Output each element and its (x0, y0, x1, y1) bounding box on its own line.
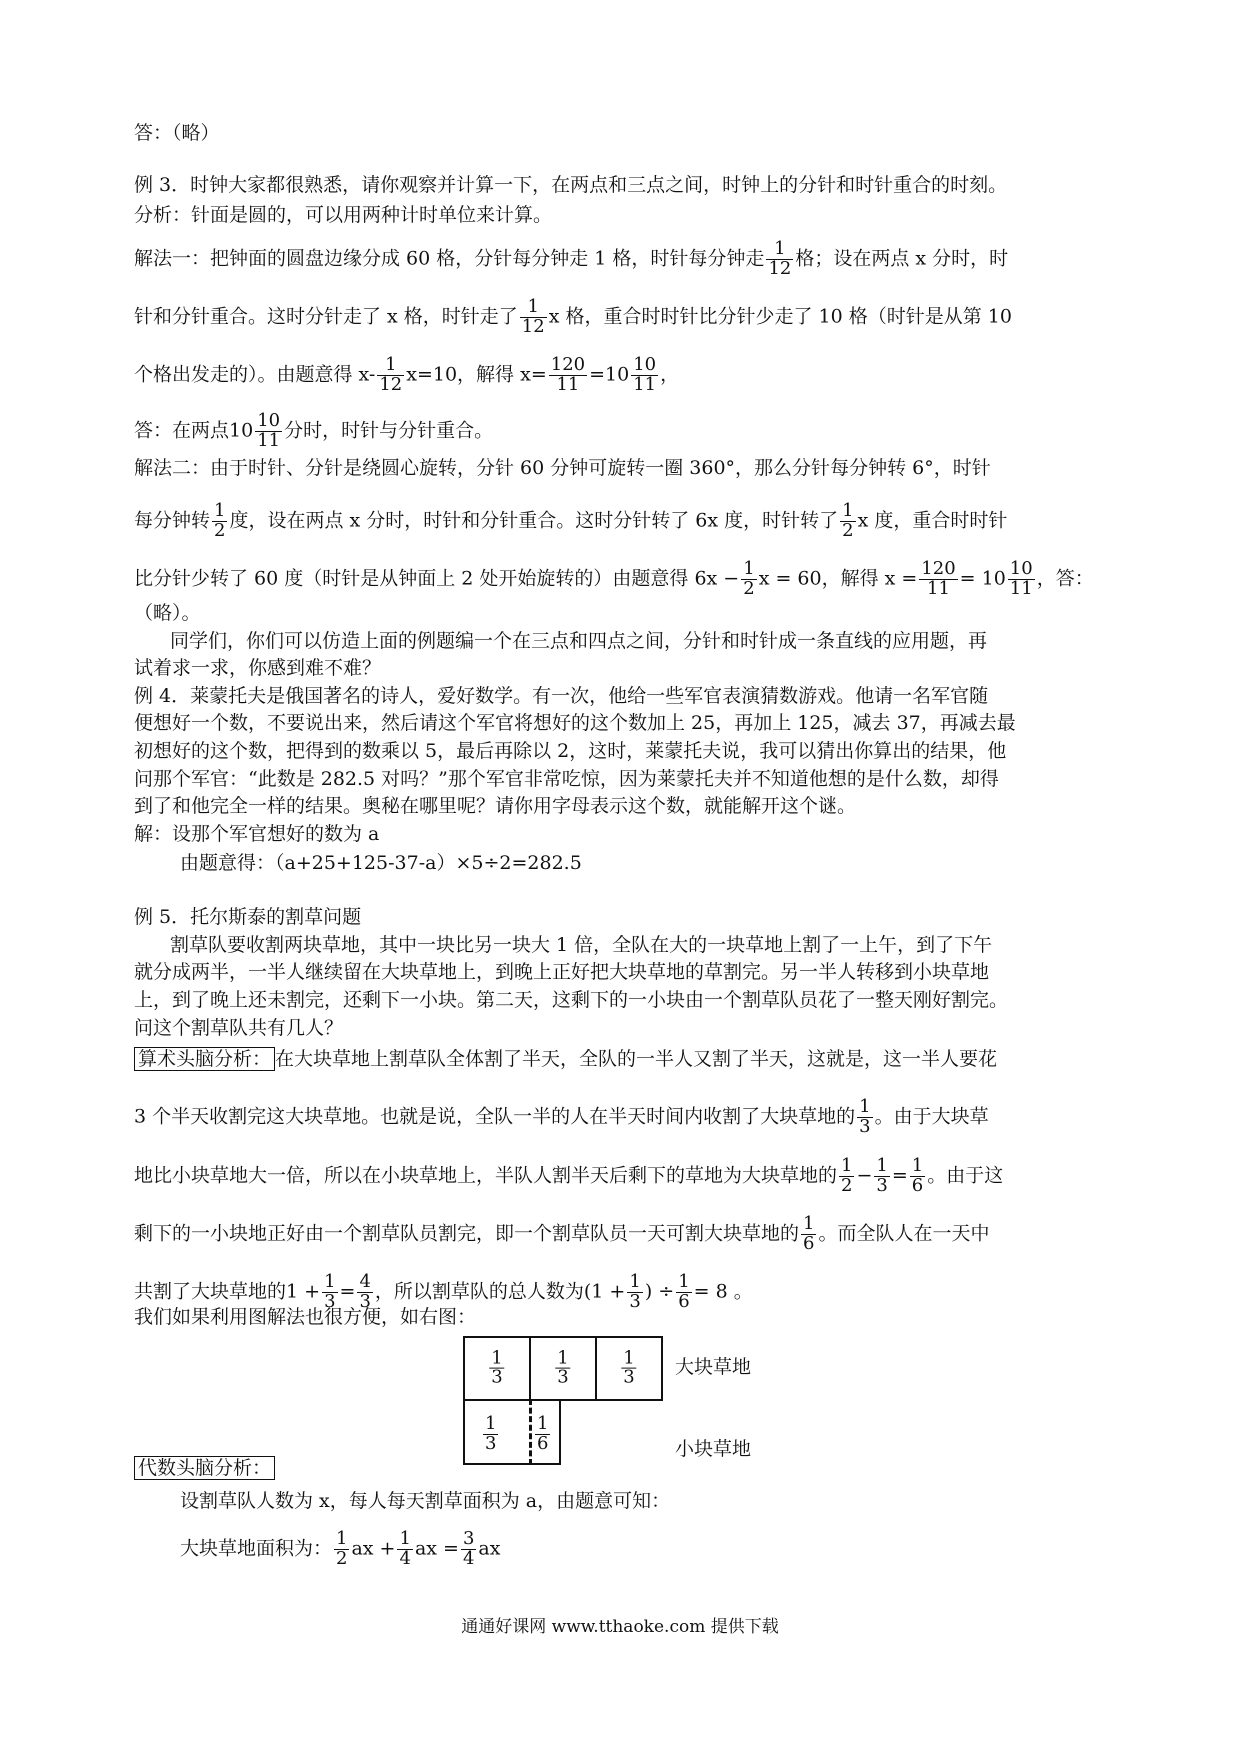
algebra-analysis-line-1: 设割草队人数为 x，每人每天割草面积为 a，由题意可知： (180, 1490, 671, 1512)
fraction-1-6: $\frac{1}{6}$ (678, 1271, 690, 1312)
small-field-dashed-divider (529, 1399, 532, 1465)
small-field-label: 小块草地 (675, 1438, 752, 1460)
example-5-line-3: 上，到了晚上还未割完，还剩下一小块。第二天，这剩下的一小块由一个割草队员花了一整天刚好割完。 (134, 989, 1009, 1011)
arithmetic-analysis-label: 算术头脑分析： (134, 1047, 275, 1071)
algebra-analysis-equation: 大块草地面积为： $\frac{1}{2}$ ax + $\frac{1}{4}$ ax = $\frac{3}{4}$ ax (180, 1528, 501, 1569)
fraction-1-6: $\frac{1}{6}$ (911, 1155, 924, 1196)
small-field-fraction-1-3: $\frac{1}{3}$ (485, 1413, 497, 1454)
example-4-line-3: 初想好的这个数，把得到的数乘以 5，最后再除以 2，这时，莱蒙托夫说，我可以猜出你算出的结果，他 (134, 740, 1007, 762)
fraction-1-3: $\frac{1}{3}$ (876, 1155, 888, 1196)
answer-omitted: 答：（略） (134, 122, 220, 144)
fraction-10-11: $\frac{10}{11}$ (633, 354, 657, 395)
arithmetic-analysis-line-5: 共割了大块草地的1 + $\frac{1}{3}$ = $\frac{4}{3}$ ，所以割草队的总人数为(1 + $\frac{1}{3}$ ) ÷ $\frac{1}{6}$ = 8 。 (134, 1271, 753, 1312)
method-one-line-3: 个格出发走的）。由题意得 x- $\frac{1}{12}$ x=10，解得 x= $\frac{120}{11}$ =10 $\frac{10}{11}$ ， (134, 354, 680, 395)
big-field-cell-3: $\frac{1}{3}$ (595, 1336, 663, 1401)
big-field-label: 大块草地 (675, 1356, 752, 1378)
big-field-cell-1: $\frac{1}{3}$ (463, 1336, 531, 1401)
arithmetic-analysis-line-1: 算术头脑分析： 在大块草地上割草队全体割了半天，全队的一半人又割了半天，这就是，这一半人要花 (134, 1046, 997, 1072)
exercise-prompt-2: 试着求一求，你感到难不难？ (134, 657, 382, 679)
arithmetic-analysis-line-2: 3 个半天收割完这大块草地。也就是说，全队一半的人在半天时间内收割了大块草地的 $\frac{1}{3}$ 。由于大块草 (134, 1096, 989, 1137)
fraction-10-11: $\frac{10}{11}$ (1009, 558, 1033, 599)
method-one-line-1: 解法一：把钟面的圆盘边缘分成 60 格，分针每分钟走 1 格，时针每分钟走 $\frac{1}{12}$ 格；设在两点 x 分时，时 (134, 238, 1009, 279)
fraction-1-3: $\frac{1}{3}$ (629, 1271, 641, 1312)
fraction-1-2: $\frac{1}{2}$ (743, 558, 755, 599)
arithmetic-analysis-line-4: 剩下的一小块地正好由一个割草队员割完，即一个割草队员一天可割大块草地的 $\frac{1}{6}$ 。而全队人在一天中 (134, 1213, 990, 1254)
fraction-1-2: $\frac{1}{2}$ (841, 1155, 853, 1196)
method-two-answer: （略）。 (134, 602, 201, 624)
method-one-line-2: 针和分针重合。这时分针走了 x 格，时针走了 $\frac{1}{12}$ x 格，重合时时针比分针少走了 10 格（时针是从第 10 (134, 296, 1012, 337)
algebra-analysis-label: 代数头脑分析： (134, 1455, 275, 1481)
fraction-120-11: $\frac{120}{11}$ (550, 354, 586, 395)
fraction-10-11: $\frac{10}{11}$ (257, 410, 281, 451)
example-3-title: 例 3．时钟大家都很熟悉，请你观察并计算一下，在两点和三点之间，时钟上的分针和时针重合的时刻。 (134, 174, 1008, 196)
page-footer: 通通好课网 www.tthaoke.com 提供下载 (461, 1617, 779, 1637)
fraction-1-12: $\frac{1}{12}$ (521, 296, 545, 337)
fraction-1-3: $\frac{1}{3}$ (324, 1271, 336, 1312)
example-4-line-2: 便想好一个数，不要说出来，然后请这个军官将想好的这个数加上 25，再加上 125，减去 37，再减去最 (134, 712, 1016, 734)
fraction-120-11: $\frac{120}{11}$ (921, 558, 956, 599)
method-two-line-2: 每分钟转 $\frac{1}{2}$ 度，设在两点 x 分时，时针和分针重合。这时分针转了 6x 度，时针转了 $\frac{1}{2}$ x 度，重合时时针 (134, 500, 1008, 541)
example-4-line-4: 问那个军官：“此数是 282.5 对吗？”那个军官非常吃惊，因为莱蒙托夫并不知道他想的是什么数，却得 (134, 768, 999, 790)
example-4-line-5: 到了和他完全一样的结果。奥秘在哪里呢？请你用字母表示这个数，就能解开这个谜。 (134, 795, 857, 817)
fraction-4-3: $\frac{4}{3}$ (359, 1271, 371, 1312)
method-one-answer: 答：在两点10 $\frac{10}{11}$ 分时，时针与分针重合。 (134, 410, 494, 451)
big-field-cell-2: $\frac{1}{3}$ (529, 1336, 597, 1401)
analysis-line: 分析：针面是圆的，可以用两种计时单位来计算。 (134, 204, 553, 226)
small-field-fraction-1-6: $\frac{1}{6}$ (537, 1413, 549, 1454)
fraction-1-12: $\frac{1}{12}$ (379, 354, 403, 395)
arithmetic-analysis-line-3: 地比小块草地大一倍，所以在小块草地上，半队人割半天后剩下的草地为大块草地的 $\frac{1}{2}$ − $\frac{1}{3}$ = $\frac{1}{6}$ 。由于这 (134, 1155, 1004, 1196)
example-4-equation: 由题意得：（a+25+125-37-a）×5÷2=282.5 (180, 852, 582, 874)
method-two-line-3: 比分针少转了 60 度（时针是从钟面上 2 处开始旋转的）由题意得 6x − $\frac{1}{2}$ x = 60，解得 x = $\frac{120}{11}$ = 10 $\frac{10}{11}$ ，答： (134, 558, 1094, 599)
example-5-title: 例 5．托尔斯泰的割草问题 (134, 906, 362, 928)
exercise-prompt-1: 同学们，你们可以仿造上面的例题编一个在三点和四点之间，分针和时针成一条直线的应用题，再 (170, 630, 988, 652)
fraction-1-2: $\frac{1}{2}$ (214, 500, 226, 541)
method-two-line-1: 解法二：由于时针、分针是绕圆心旋转，分针 60 分钟可旋转一圈 360°，那么分针每分钟转 6°，时针 (134, 457, 991, 479)
fraction-1-12: $\frac{1}{12}$ (768, 238, 792, 279)
fraction-1-2: $\frac{1}{2}$ (842, 500, 854, 541)
fraction-1-3: $\frac{1}{3}$ (859, 1096, 871, 1137)
example-4-line-1: 例 4．莱蒙托夫是俄国著名的诗人，爱好数学。有一次，他给一些军官表演猜数游戏。他请一名军官随 (134, 685, 989, 707)
example-5-question: 问这个割草队共有几人？ (134, 1017, 344, 1039)
example-5-line-1: 割草队要收割两块草地，其中一块比另一块大 1 倍，全队在大的一块草地上割了一上午，到了下午 (170, 934, 993, 956)
example-5-line-2: 就分成两半，一半人继续留在大块草地上，到晚上正好把大块草地的草割完。另一半人转移到小块草地 (134, 961, 990, 983)
example-4-solution: 解：设那个军官想好的数为 a (134, 823, 380, 845)
fraction-1-6: $\frac{1}{6}$ (803, 1213, 815, 1254)
diagram-intro: 我们如果利用图解法也很方便，如右图： (134, 1306, 477, 1328)
